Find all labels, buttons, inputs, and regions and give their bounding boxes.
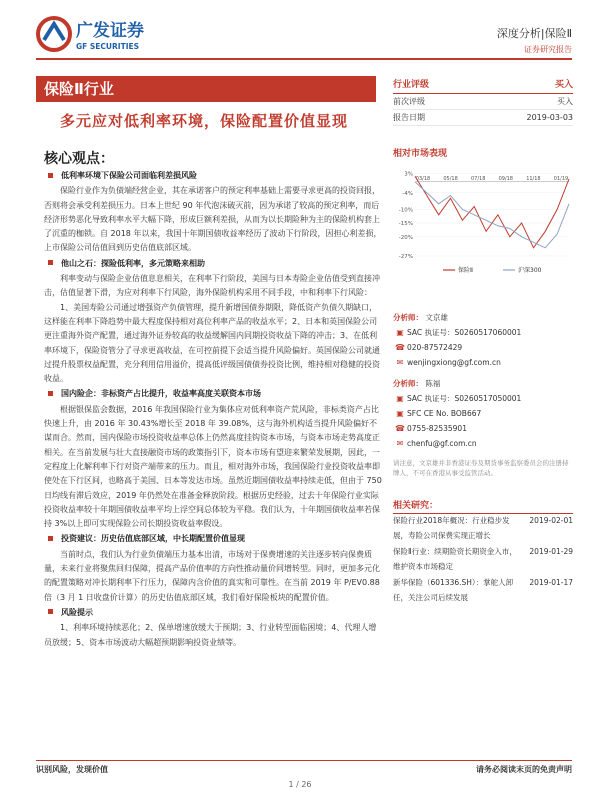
report-type: 深度分析|保险Ⅱ bbox=[496, 27, 572, 40]
chart-x-tick: 01/19 bbox=[553, 175, 569, 182]
section-heading-text: 国内险企：非标资产占比提升，收益率高度关联资本市场 bbox=[61, 389, 261, 399]
related-date: 2019-01-17 bbox=[529, 578, 573, 587]
analyst-1-sac: SAC 执证号：S0260517060001 bbox=[407, 328, 522, 337]
analyst-1-phone: 020-87572429 bbox=[407, 343, 463, 352]
related-item[interactable] bbox=[393, 545, 573, 574]
report-type-block bbox=[497, 26, 572, 58]
section-heading-text: 投资建议：历史估值底部区域，中长期配置价值显现 bbox=[61, 534, 245, 544]
analyst-2-name: 陈福 bbox=[425, 379, 441, 388]
chart-x-tick: 03/18 bbox=[415, 175, 431, 182]
related-item[interactable] bbox=[393, 576, 573, 605]
body-paragraph: 根据银保监会数据，2016 年我国保险行业为集体应对低利率资产荒风险，非标类资产占比快速上升，由 2016 年 30.43%增长至 2018 年 39.08%，这与海外机构适当提升风险偏好不谋而合。然而，国内保险市场投资收益率总体上仍然高度挂钩资本市场，与资本市场走势高度正相关。在当前发展与壮大直接融资市场的政策指引下，资本市场有望迎来繁荣发展期，因此，一定程度上化解利率下行对资产端带来的压力。而且，相对海外市场，我国保险行业投资收益率即使处在下行区间，也略高于美国、日本等发达市场。虽然近期国债收益率持续走低，但由于 750 日均线有滞后效应，2019 年仍然处在准备金释放阶段。根据历史经验，过去十年保险行业实际投资收益率较十年期国债收益率平均上浮空间总体较为平稳。我们认为，十年期国债收益率若保持 3%以上即可实现保险公司长期投资收益率假设。 bbox=[44, 404, 382, 529]
rating-head-value: 买入 bbox=[554, 80, 573, 90]
body-paragraph: 保险行业作为负债端经营企业，其在承诺客户的预定利率基础上需要寻求更高的投资回报，否则将会承受利差损压力。日本上世纪 90 年代泡沫破灭前，因为承诺了较高的预定利率，而后经济形势恶化导致利率水平大幅下降，形成巨额利差损，从而为以长期险种为主的保险机构套上了沉重的枷锁。自 2018 年以来，我国十年期国债收益率经历了波动下行阶段，因担心利差损，上市保险公司估值回到历史估值底部区域。 bbox=[44, 186, 382, 253]
section-heading-text: 风险提示 bbox=[61, 607, 93, 617]
section-heading bbox=[44, 257, 382, 271]
company-logo bbox=[36, 14, 171, 54]
email-icon: ✉ bbox=[396, 439, 404, 448]
chart-series-line bbox=[415, 182, 569, 248]
prev-rating-label: 前次评级 bbox=[393, 97, 425, 106]
section-heading bbox=[44, 532, 382, 546]
body-paragraph: 1、利率环境持续恶化；2、保单增速放缓大于预期；3、行业转型面临困境；4、代理人增员放缓；5、资本市场波动大幅超预期影响投资业绩等。 bbox=[44, 623, 377, 647]
report-date-label: 报告日期 bbox=[393, 113, 425, 122]
section-heading bbox=[44, 169, 382, 183]
chart-x-tick: 07/18 bbox=[470, 175, 486, 182]
analyst-2 bbox=[393, 376, 573, 451]
chart-y-tick: -10% bbox=[398, 207, 413, 214]
related-research-list bbox=[393, 514, 573, 607]
license-icon: ▣ bbox=[396, 394, 404, 403]
chart-x-tick: 11/18 bbox=[526, 175, 541, 182]
phone-icon: ☎ bbox=[395, 343, 405, 352]
industry-title: 保险Ⅱ行业 bbox=[36, 76, 376, 102]
header-divider bbox=[36, 58, 572, 60]
license-icon: ▣ bbox=[396, 328, 404, 337]
email-icon: ✉ bbox=[396, 358, 404, 367]
bullet-icon bbox=[48, 536, 53, 541]
bullet-icon bbox=[48, 173, 53, 178]
analyst-2-sfc: SFC CE No. BOB667 bbox=[407, 409, 482, 418]
chart-x-tick: 05/18 bbox=[443, 175, 458, 182]
bullet-icon bbox=[48, 260, 53, 265]
body-paragraph: 当前时点，我们认为行业负债端压力基本出清，市场对于保费增速的关注逐步转向保费质量，未来行业将聚焦回归保障，提高产品价值率的方向性推动量价同增转型。同时，更加多元化的配置策略对冲长期利率下行压力，保障内含价值的真实和可靠性。在当前 2019 年 P/EV0.88 倍（3 月 1 日收盘价计算）的历史估值底部区域，我们看好保险板块的配置价值。 bbox=[44, 549, 380, 602]
logo-brand-en: GF SECURITIES bbox=[76, 42, 140, 51]
report-subtype: 证券研究报告 bbox=[524, 45, 572, 54]
related-title[interactable]: 保险Ⅱ行业：续期险资长期资金入市，维护资本市场稳定 bbox=[393, 547, 517, 571]
chart-y-tick: -4% bbox=[402, 190, 413, 197]
analyst-1 bbox=[393, 310, 573, 370]
analyst-2-sac: SAC 执证号：S0260517050001 bbox=[407, 394, 522, 403]
related-date: 2019-01-29 bbox=[529, 547, 573, 556]
logo-brand-cn: 广发证券 bbox=[76, 21, 144, 41]
analyst-1-name: 文京雄 bbox=[425, 313, 448, 322]
chart-y-tick: -15% bbox=[398, 221, 413, 227]
analyst-2-label: 分析师： bbox=[393, 379, 423, 388]
analyst-2-email[interactable]: chenfu@gf.com.cn bbox=[407, 439, 477, 448]
bullet-icon bbox=[48, 391, 53, 396]
section-heading bbox=[44, 387, 382, 401]
related-research-heading: 相关研究： bbox=[393, 498, 573, 514]
report-headline: 多元应对低利率环境，保险配置价值显现 bbox=[60, 112, 349, 130]
chart-y-tick: -27% bbox=[398, 254, 413, 260]
related-item[interactable] bbox=[393, 514, 573, 543]
prev-rating-value: 买入 bbox=[557, 97, 573, 106]
chart-legend-label: 沪深300 bbox=[518, 267, 542, 274]
footer-slogan: 识别风险，发现价值 bbox=[36, 765, 108, 774]
rating-head-label: 行业评级 bbox=[393, 80, 430, 90]
analyst-1-email[interactable]: wenjingxiong@gf.com.cn bbox=[407, 358, 501, 367]
report-body bbox=[44, 168, 382, 650]
body-paragraph: 1、美国寿险公司通过增强资产负债管理，提升新增国债券期限，降低资产负债久期缺口，这样能在利率下降趋势中最大程度保持相对高位利率产品的收益水平；2、日本和英国保险公司更注重海外资产配置，通过海外证券较高的收益缓解国内同期投资收益下降的冲击；3、在低利率环境下，保险资管分了寻求更高收益，在可控前提下会适当提升风险偏好。英国保险公司就通过提升股票权益配置，充分利用信用溢价，提高低评级国债债券投资比例，维持相对稳健的投资收益。 bbox=[44, 302, 380, 384]
chart-y-tick: 3% bbox=[404, 171, 413, 178]
core-views-label: 核心观点： bbox=[44, 151, 114, 167]
chart-x-tick: 09/18 bbox=[498, 175, 514, 182]
page-number: 1 / 26 bbox=[288, 780, 312, 789]
report-date-value: 2019-03-03 bbox=[526, 113, 573, 122]
chart-title: 相对市场表现 bbox=[393, 149, 448, 159]
related-title[interactable]: 保险行业2018年概况：行业稳步发展，寿险公司保费实现正增长 bbox=[393, 516, 510, 540]
rating-table bbox=[393, 76, 573, 126]
footer-disclaimer-note: 请务必阅读末页的免责声明 bbox=[476, 765, 572, 774]
analyst-1-label: 分析师： bbox=[393, 313, 423, 322]
body-paragraph: 利率变动与保险企业估值息息相关，在利率下行阶段，美国与日本寿险企业估值受到直接冲击，估值显著下滑，为应对利率下行风险，海外保险机构采用不同手段，中和利率下行风险： bbox=[44, 274, 380, 298]
relative-performance-chart bbox=[393, 160, 573, 280]
phone-icon: ☎ bbox=[395, 424, 405, 433]
related-date: 2019-02-01 bbox=[529, 516, 573, 525]
disclaimer: 请注意，文京雄并非香港证券及期货事务监察委员会的注册持牌人，不可在香港从事受监管活动。 bbox=[393, 459, 569, 477]
footer-divider bbox=[36, 760, 572, 761]
chart-legend-label: 保险Ⅱ bbox=[458, 267, 473, 274]
section-heading bbox=[44, 606, 382, 620]
chart-series-line bbox=[415, 176, 569, 248]
chart-y-tick: -20% bbox=[398, 234, 413, 241]
bullet-icon bbox=[48, 609, 53, 614]
section-heading-text: 他山之石：探险低利率，多元策略来相助 bbox=[61, 258, 205, 268]
related-title[interactable]: 新华保险（601336.SH）：掌舵人卸任，关注公司后续发展 bbox=[393, 578, 514, 602]
analyst-2-phone: 0755-82535901 bbox=[407, 424, 467, 433]
license-icon: ▣ bbox=[396, 409, 404, 418]
section-heading-text: 低利率环境下保险公司面临利差损风险 bbox=[61, 171, 197, 180]
